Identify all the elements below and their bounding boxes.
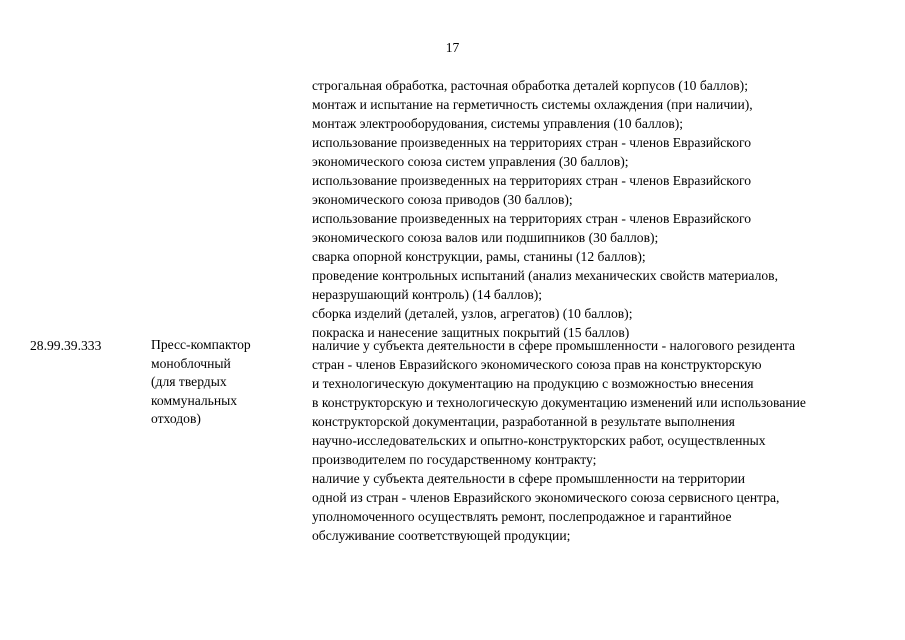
requirement-line: экономического союза систем управления (30 баллов); [312, 154, 629, 169]
requirement-line: использование произведенных на территориях стран - членов Евразийского [312, 173, 752, 188]
requirement-line: неразрушающий контроль) (14 баллов); [312, 287, 543, 302]
requirement-line: производителем по государственному контракту; [312, 452, 597, 467]
requirement-line: покраска и нанесение защитных покрытий (15 баллов) [312, 325, 630, 340]
requirement-line: монтаж электрооборудования, системы управления (10 баллов); [312, 116, 684, 131]
requirement-line: научно-исследовательских и опытно-конструкторских работ, осуществленных [312, 433, 766, 448]
product-name-line: Пресс-компактор [151, 337, 251, 352]
continuation-requirements [312, 76, 897, 342]
requirement-line: использование произведенных на территориях стран - членов Евразийского [312, 135, 752, 150]
requirement-line: стран - членов Евразийского экономического союза прав на конструкторскую [312, 357, 762, 372]
product-name-line: (для твердых [151, 374, 227, 389]
requirement-line: обслуживание соответствующей продукции; [312, 528, 571, 543]
product-name-line: моноблочный [151, 355, 231, 371]
requirement-line: и технологическую документацию на продукцию с возможностью внесения [312, 376, 754, 391]
requirement-line: конструкторской документации, разработанной в результате выполнения [312, 414, 735, 429]
requirement-line: сборка изделий (деталей, узлов, агрегатов) (10 баллов); [312, 306, 633, 321]
requirement-line: наличие у субъекта деятельности в сфере промышленности - налогового резидента [312, 338, 796, 353]
requirement-line: сварка опорной конструкции, рамы, станины (12 баллов); [312, 249, 646, 264]
product-name-line: коммунальных [151, 392, 238, 408]
product-name-line: отходов) [151, 411, 201, 426]
entry-requirements [312, 336, 897, 545]
requirement-line: монтаж и испытание на герметичность системы охлаждения (при наличии), [312, 97, 753, 112]
requirement-line: уполномоченного осуществлять ремонт, послепродажное и гарантийное [312, 509, 732, 524]
product-code: 28.99.39.333 [30, 338, 102, 353]
requirement-line: наличие у субъекта деятельности в сфере промышленности на территории [312, 471, 746, 486]
requirement-line: экономического союза валов или подшипников (30 баллов); [312, 230, 659, 245]
requirement-line: строгальная обработка, расточная обработка деталей корпусов (10 баллов); [312, 78, 748, 93]
requirement-line: проведение контрольных испытаний (анализ механических свойств материалов, [312, 268, 778, 283]
requirement-line: экономического союза приводов (30 баллов); [312, 192, 573, 207]
product-name [151, 336, 301, 429]
requirement-line: использование произведенных на территориях стран - членов Евразийского [312, 211, 752, 226]
requirement-line: одной из стран - членов Евразийского экономического союза сервисного центра, [312, 490, 780, 505]
requirement-line: в конструкторскую и технологическую документацию изменений или использование [312, 395, 806, 410]
page-number: 17 [445, 40, 460, 55]
